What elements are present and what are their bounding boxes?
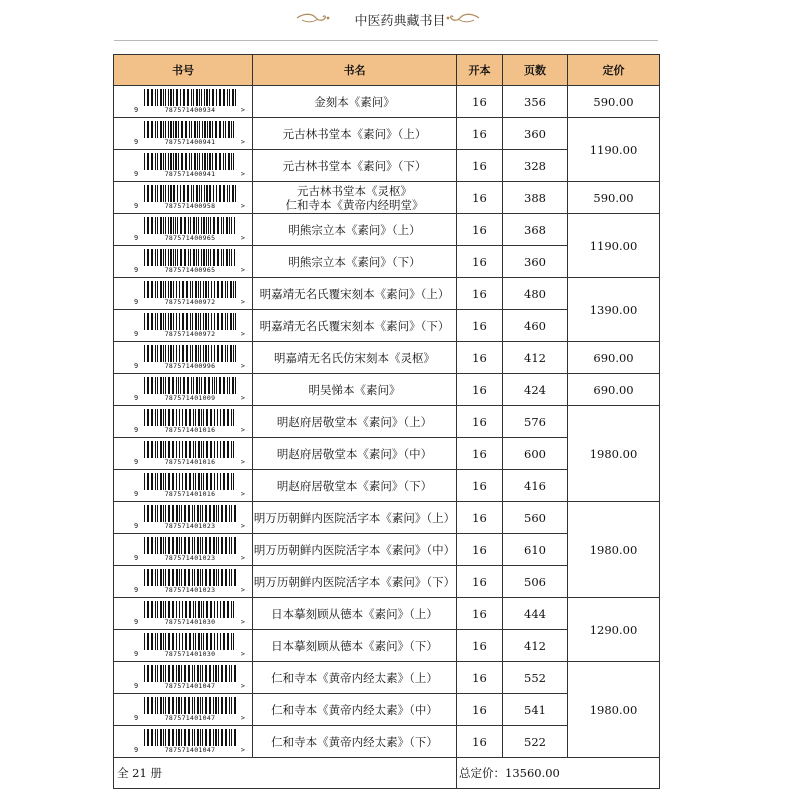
barcode-prefix: 9 [134,138,139,146]
barcode-cell [114,246,253,278]
barcode-suffix: > [240,106,245,114]
barcode-prefix: 9 [134,714,139,722]
barcode-prefix: 9 [134,458,139,466]
barcode-suffix: > [240,266,245,274]
barcode-digits: 787571400996 [142,362,238,370]
barcode-cell [114,662,253,694]
barcode-cell [114,278,253,310]
book-title-line: 仁和寺本《黄帝内经明堂》 [285,197,424,212]
barcode-icon [134,121,245,146]
book-price: 1980.00 [568,662,660,758]
book-format: 16 [457,374,503,406]
book-title-line: 金刻本《素问》 [314,94,395,109]
book-price: 1290.00 [568,598,660,662]
barcode-suffix: > [240,234,245,242]
barcode-icon [134,601,245,626]
page-title: 中医药典藏书目 [354,14,446,29]
barcode-cell [114,470,253,502]
barcode-suffix: > [240,650,245,658]
barcode-suffix: > [240,170,245,178]
barcode-suffix: > [240,138,245,146]
book-title [253,502,457,534]
barcode-prefix: 9 [134,106,139,114]
book-title [253,566,457,598]
book-price: 690.00 [568,342,660,374]
book-price: 590.00 [568,182,660,214]
barcode-suffix: > [240,586,245,594]
barcode-cell [114,374,253,406]
book-pages: 360 [503,246,568,278]
book-title [253,150,457,182]
book-format: 16 [457,534,503,566]
barcode-digits: 787571400972 [142,298,238,306]
book-title [253,598,457,630]
book-title [253,694,457,726]
barcode-digits: 787571401030 [142,650,238,658]
book-title [253,470,457,502]
book-format: 16 [457,118,503,150]
book-title [253,342,457,374]
barcode-prefix: 9 [134,170,139,178]
table-row [114,406,660,438]
page-header [0,0,800,40]
book-title-line: 元古林书堂本《灵枢》 [297,183,412,198]
barcode-prefix: 9 [134,298,139,306]
book-format: 16 [457,598,503,630]
barcode-cell [114,438,253,470]
barcode-cell [114,342,253,374]
book-title [253,374,457,406]
barcode-prefix: 9 [134,394,139,402]
book-title-line: 日本摹刻顾从德本《素问》（上） [271,606,438,621]
book-pages: 388 [503,182,568,214]
barcode-digits: 787571401016 [142,426,238,434]
book-title [253,182,457,214]
book-pages: 368 [503,214,568,246]
book-title-line: 明吴悌本《素问》 [308,382,401,397]
book-title-line: 明熊宗立本《素问》（下） [288,254,421,269]
barcode-digits: 787571401047 [142,714,238,722]
book-title [253,246,457,278]
barcode-digits: 787571401023 [142,554,238,562]
table-row [114,374,660,406]
book-title-line: 仁和寺本《黄帝内经太素》（中） [271,702,438,717]
book-format: 16 [457,726,503,758]
barcode-suffix: > [240,554,245,562]
barcode-digits: 787571401009 [142,394,238,402]
barcode-digits: 787571400965 [142,266,238,274]
book-title-line: 元古林书堂本《素问》（下） [282,158,427,173]
barcode-suffix: > [240,714,245,722]
barcode-prefix: 9 [134,618,139,626]
header-format: 开本 [457,55,503,86]
table-row [114,118,660,150]
barcode-cell [114,694,253,726]
book-format: 16 [457,694,503,726]
barcode-icon [134,441,245,466]
book-format: 16 [457,662,503,694]
book-title-line: 明万历朝鲜内医院活字本《素问》（上） [253,510,456,525]
barcode-digits: 787571401030 [142,618,238,626]
book-format: 16 [457,214,503,246]
barcode-suffix: > [240,426,245,434]
book-title [253,406,457,438]
book-price: 690.00 [568,374,660,406]
barcode-cell [114,566,253,598]
barcode-suffix: > [240,490,245,498]
barcode-prefix: 9 [134,586,139,594]
table-row [114,502,660,534]
book-title-line: 明赵府居敬堂本《素问》（上） [276,414,433,429]
barcode-digits: 787571400958 [142,202,238,210]
barcode-suffix: > [240,458,245,466]
book-format: 16 [457,630,503,662]
barcode-cell [114,598,253,630]
barcode-prefix: 9 [134,522,139,530]
book-title [253,534,457,566]
book-format: 16 [457,310,503,342]
barcode-icon [134,729,245,754]
book-title-line: 明万历朝鲜内医院活字本《素问》（中） [253,542,456,557]
barcode-prefix: 9 [134,426,139,434]
barcode-prefix: 9 [134,682,139,690]
book-pages: 424 [503,374,568,406]
catalog-body [114,86,660,758]
table-row [114,214,660,246]
barcode-prefix: 9 [134,266,139,274]
barcode-digits: 787571401016 [142,458,238,466]
book-title-line: 明嘉靖无名氏仿宋刻本《灵枢》 [274,350,435,365]
table-row [114,342,660,374]
barcode-cell [114,502,253,534]
barcode-digits: 787571401047 [142,746,238,754]
barcode-prefix: 9 [134,746,139,754]
barcode-suffix: > [240,202,245,210]
barcode-digits: 787571400941 [142,138,238,146]
barcode-icon [134,537,245,562]
volume-count: 全 21 册 [114,758,457,789]
book-title [253,310,457,342]
barcode-prefix: 9 [134,362,139,370]
book-price: 590.00 [568,86,660,118]
book-pages: 480 [503,278,568,310]
barcode-icon [134,665,245,690]
book-title-line: 仁和寺本《黄帝内经太素》（下） [271,734,438,749]
book-format: 16 [457,150,503,182]
table-row [114,278,660,310]
book-price: 1190.00 [568,214,660,278]
barcode-icon [134,377,245,402]
barcode-icon [134,409,245,434]
book-format: 16 [457,86,503,118]
book-format: 16 [457,278,503,310]
book-title [253,630,457,662]
barcode-cell [114,310,253,342]
barcode-icon [134,345,245,370]
barcode-icon [134,185,245,210]
barcode-prefix: 9 [134,234,139,242]
book-pages: 576 [503,406,568,438]
barcode-cell [114,630,253,662]
book-price: 1390.00 [568,278,660,342]
book-pages: 552 [503,662,568,694]
header-price: 定价 [568,55,660,86]
book-pages: 328 [503,150,568,182]
book-pages: 541 [503,694,568,726]
ornament-right-icon [446,12,480,24]
header-pages: 页数 [503,55,568,86]
total-price: 总定价：13560.00 [457,758,660,789]
barcode-cell [114,150,253,182]
barcode-prefix: 9 [134,202,139,210]
barcode-suffix: > [240,362,245,370]
book-format: 16 [457,502,503,534]
barcode-cell [114,86,253,118]
book-format: 16 [457,182,503,214]
book-title-line: 仁和寺本《黄帝内经太素》（上） [271,670,438,685]
header-divider [114,40,658,41]
table-header-row [114,55,660,86]
catalog-table [113,54,660,789]
barcode-digits: 787571401023 [142,586,238,594]
book-pages: 460 [503,310,568,342]
book-title [253,214,457,246]
book-price: 1190.00 [568,118,660,182]
barcode-icon [134,249,245,274]
barcode-prefix: 9 [134,650,139,658]
barcode-icon [134,281,245,306]
barcode-prefix: 9 [134,490,139,498]
barcode-suffix: > [240,330,245,338]
book-title-line: 明熊宗立本《素问》（上） [288,222,421,237]
table-footer-row [114,758,660,789]
barcode-icon [134,89,245,114]
book-pages: 560 [503,502,568,534]
barcode-icon [134,217,245,242]
barcode-icon [134,569,245,594]
book-pages: 506 [503,566,568,598]
book-price: 1980.00 [568,406,660,502]
book-pages: 360 [503,118,568,150]
barcode-prefix: 9 [134,330,139,338]
barcode-icon [134,697,245,722]
barcode-digits: 787571401023 [142,522,238,530]
barcode-cell [114,118,253,150]
table-row [114,598,660,630]
barcode-icon [134,505,245,530]
barcode-cell [114,214,253,246]
barcode-cell [114,726,253,758]
barcode-suffix: > [240,746,245,754]
barcode-suffix: > [240,618,245,626]
book-title-line: 明万历朝鲜内医院活字本《素问》（下） [253,574,456,589]
table-row [114,182,660,214]
barcode-cell [114,534,253,566]
book-pages: 412 [503,342,568,374]
barcode-suffix: > [240,682,245,690]
book-title-line: 日本摹刻顾从德本《素问》（下） [271,638,438,653]
book-format: 16 [457,406,503,438]
book-format: 16 [457,342,503,374]
barcode-digits: 787571400941 [142,170,238,178]
book-title-line: 明嘉靖无名氏覆宋刻本《素问》（上） [259,286,450,301]
book-pages: 522 [503,726,568,758]
book-title-line: 元古林书堂本《素问》（上） [282,126,427,141]
book-format: 16 [457,470,503,502]
book-title [253,118,457,150]
barcode-icon [134,153,245,178]
book-pages: 610 [503,534,568,566]
book-price: 1980.00 [568,502,660,598]
book-format: 16 [457,246,503,278]
book-pages: 412 [503,630,568,662]
book-title-line: 明赵府居敬堂本《素问》（中） [276,446,433,461]
barcode-digits: 787571401047 [142,682,238,690]
barcode-digits: 787571400972 [142,330,238,338]
barcode-cell [114,182,253,214]
book-title-line: 明嘉靖无名氏覆宋刻本《素问》（下） [259,318,450,333]
book-pages: 600 [503,438,568,470]
barcode-icon [134,313,245,338]
barcode-suffix: > [240,394,245,402]
book-title [253,278,457,310]
barcode-icon [134,473,245,498]
book-title-line: 明赵府居敬堂本《素问》（下） [276,478,433,493]
book-title [253,662,457,694]
barcode-suffix: > [240,298,245,306]
barcode-digits: 787571400934 [142,106,238,114]
barcode-prefix: 9 [134,554,139,562]
barcode-digits: 787571401016 [142,490,238,498]
table-row [114,86,660,118]
book-title [253,86,457,118]
book-pages: 356 [503,86,568,118]
barcode-digits: 787571400965 [142,234,238,242]
book-title [253,726,457,758]
book-format: 16 [457,438,503,470]
header-code: 书号 [114,55,253,86]
barcode-cell [114,406,253,438]
barcode-suffix: > [240,522,245,530]
table-row [114,662,660,694]
header-name: 书名 [253,55,457,86]
barcode-icon [134,633,245,658]
book-pages: 416 [503,470,568,502]
book-title [253,438,457,470]
book-format: 16 [457,566,503,598]
book-pages: 444 [503,598,568,630]
